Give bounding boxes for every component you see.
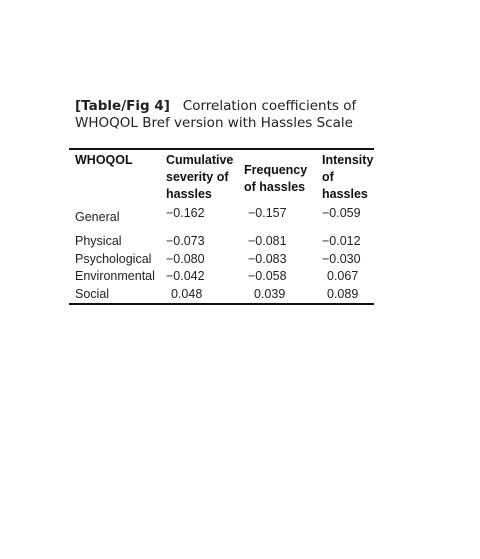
cell-physical-frequency: −0.081 — [248, 234, 287, 248]
cell-general-cumulative: −0.162 — [166, 206, 205, 220]
caption-text: Correlation coefficients of WHOQOL Bref version with Hassles Scale — [75, 98, 357, 131]
header-intensity-line3: hassles — [322, 187, 368, 201]
row-label-psychological: Psychological — [75, 252, 152, 266]
cell-social-intensity: 0.089 — [327, 287, 359, 301]
header-intensity — [322, 152, 373, 203]
row-label-social: Social — [75, 287, 110, 301]
table-bottom-rule — [69, 303, 374, 305]
cell-physical-cumulative: −0.073 — [166, 234, 205, 248]
row-label-environmental: Environmental — [75, 269, 155, 283]
cell-psychological-intensity: −0.030 — [322, 252, 361, 266]
cell-environmental-frequency: −0.058 — [248, 269, 287, 283]
header-frequency-line1: Frequency — [244, 163, 308, 177]
table-caption — [75, 98, 415, 132]
cell-social-cumulative: 0.048 — [171, 287, 203, 301]
cell-environmental-intensity: 0.067 — [327, 269, 359, 283]
header-frequency — [244, 162, 307, 196]
cell-psychological-frequency: −0.083 — [248, 252, 287, 266]
header-intensity-line1: Intensity — [322, 153, 374, 167]
header-intensity-line2: of — [322, 170, 334, 184]
cell-general-frequency: −0.157 — [248, 206, 287, 220]
header-cumulative-line3: hassles — [166, 187, 212, 201]
cell-environmental-cumulative: −0.042 — [166, 269, 205, 283]
header-cumulative-line1: Cumulative — [166, 153, 234, 167]
header-cumulative-severity — [166, 152, 233, 203]
header-cumulative-line2: severity of — [166, 170, 229, 184]
header-whoqol: WHOQOL — [75, 153, 133, 167]
cell-psychological-cumulative: −0.080 — [166, 252, 205, 266]
caption-label: [Table/Fig 4] — [75, 98, 170, 114]
cell-general-intensity: −0.059 — [322, 206, 361, 220]
cell-physical-intensity: −0.012 — [322, 234, 361, 248]
cell-social-frequency: 0.039 — [254, 287, 286, 301]
row-label-general: General — [75, 210, 120, 224]
header-frequency-line2: of hassles — [244, 180, 306, 194]
row-label-physical: Physical — [75, 234, 122, 248]
table-top-rule — [69, 148, 374, 150]
